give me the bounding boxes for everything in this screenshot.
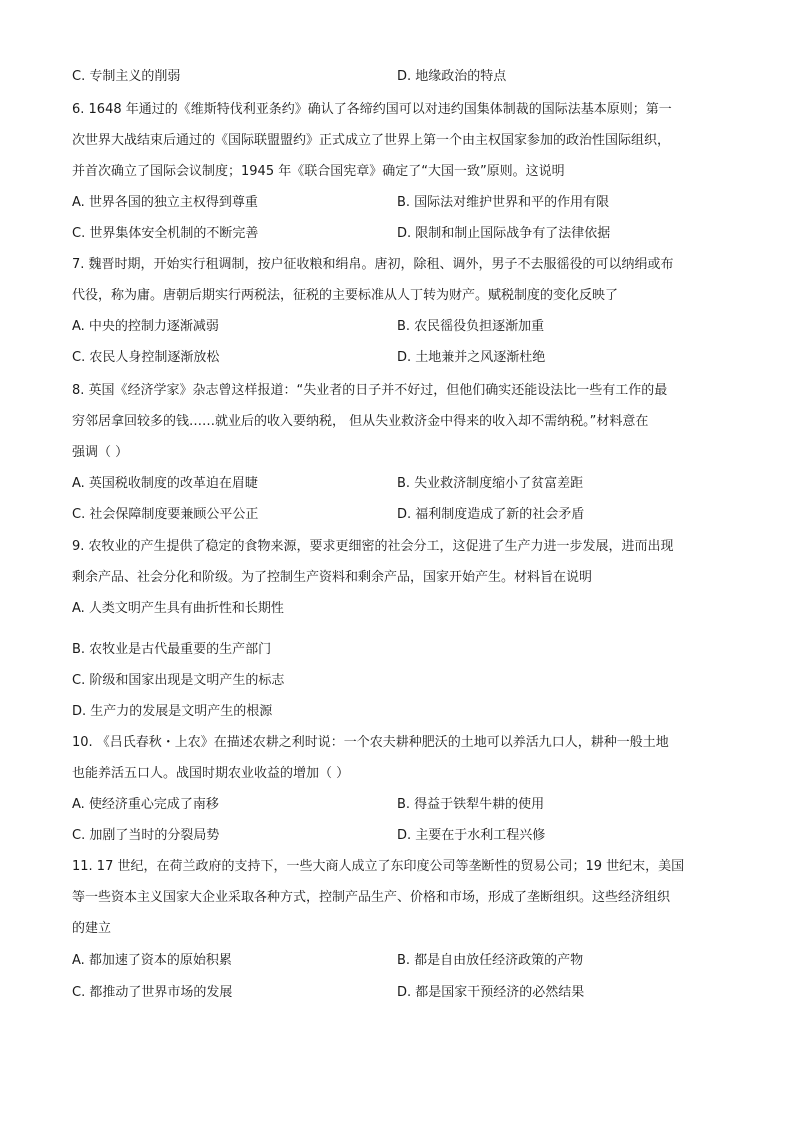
q11-option-c: C. 都推动了世界市场的发展 xyxy=(72,985,233,1000)
q6-option-b: B. 国际法对维护世界和平的作用有限 xyxy=(397,195,610,210)
q10-option-d: D. 主要在于水利工程兴修 xyxy=(397,828,546,843)
q9-stem-line-2: 剩余产品、社会分化和阶级。为了控制生产资料和剩余产品，国家开始产生。材料旨在说明 xyxy=(72,570,593,585)
q10-option-a: A. 使经济重心完成了南移 xyxy=(72,797,219,812)
q8-stem-line-3: 强调（ ） xyxy=(72,445,129,460)
q7-option-b: B. 农民徭役负担逐渐加重 xyxy=(397,319,545,334)
q6-stem-line-1: 6. 1648 年通过的《维斯特伐利亚条约》确认了各缔约国可以对违约国集体制裁的国际法基本原则；第一 xyxy=(72,102,672,117)
q8-stem-line-1: 8. 英国《经济学家》杂志曾这样报道：“失业者的日子并不好过，但他们确实还能设法比一些有工作的最 xyxy=(72,383,668,398)
q9-stem-line-1: 9. 农牧业的产生提供了稳定的食物来源，要求更细密的社会分工，这促进了生产力进一步发展，进而出现 xyxy=(72,539,674,554)
q8-option-a: A. 英国税收制度的改革迫在眉睫 xyxy=(72,476,258,491)
q11-option-d: D. 都是国家干预经济的必然结果 xyxy=(397,985,585,1000)
q10-stem-line-2: 也能养活五口人。战国时期农业收益的增加（ ） xyxy=(72,766,350,781)
q6-option-c: C. 世界集体安全机制的不断完善 xyxy=(72,226,259,241)
q10-option-c: C. 加剧了当时的分裂局势 xyxy=(72,828,220,843)
q11-stem-line-1: 11. 17 世纪，在荷兰政府的支持下，一些大商人成立了东印度公司等垄断性的贸易公司；19 世纪末，美国 xyxy=(72,859,685,874)
q5-option-c: C. 专制主义的削弱 xyxy=(72,69,181,84)
q6-stem-line-3: 并首次确立了国际会议制度；1945 年《联合国宪章》确定了“大国一致”原则。这说明 xyxy=(72,164,565,179)
q8-option-d: D. 福利制度造成了新的社会矛盾 xyxy=(397,507,585,522)
q11-stem-line-3: 的建立 xyxy=(72,921,112,936)
q11-stem-line-2: 等一些资本主义国家大企业采取各种方式，控制产品生产、价格和市场，形成了垄断组织。这些经济组织 xyxy=(72,890,671,905)
q7-stem-line-2: 代役，称为庸。唐朝后期实行两税法，征税的主要标准从人丁转为财产。赋税制度的变化反映了 xyxy=(72,288,619,303)
q7-option-c: C. 农民人身控制逐渐放松 xyxy=(72,350,220,365)
q10-option-b: B. 得益于铁犁牛耕的使用 xyxy=(397,797,545,812)
q6-option-d: D. 限制和制止国际战争有了法律依据 xyxy=(397,226,611,241)
q7-option-d: D. 土地兼并之风逐渐杜绝 xyxy=(397,350,546,365)
q5-option-d: D. 地缘政治的特点 xyxy=(397,69,507,84)
q9-option-a: A. 人类文明产生具有曲折性和长期性 xyxy=(72,601,284,616)
q7-stem-line-1: 7. 魏晋时期，开始实行租调制，按户征收粮和绢帛。唐初，除租、调外，男子不去服徭役的可以纳绢或布 xyxy=(72,257,674,272)
q9-option-d: D. 生产力的发展是文明产生的根源 xyxy=(72,704,273,719)
q9-option-c: C. 阶级和国家出现是文明产生的标志 xyxy=(72,673,285,688)
q11-option-b: B. 都是自由放任经济政策的产物 xyxy=(397,953,584,968)
q6-option-a: A. 世界各国的独立主权得到尊重 xyxy=(72,195,258,210)
q11-option-a: A. 都加速了资本的原始积累 xyxy=(72,953,232,968)
q10-stem-line-1: 10. 《吕氏春秋・上农》在描述农耕之利时说：一个农夫耕种肥沃的土地可以养活九口人，耕种一般土地 xyxy=(72,735,669,750)
q6-stem-line-2: 次世界大战结束后通过的《国际联盟盟约》正式成立了世界上第一个由主权国家参加的政治性国际组织， xyxy=(72,133,671,148)
q8-stem-line-2: 穷邻居拿回较多的钱……就业后的收入要纳税， 但从失业救济金中得来的收入却不需纳税。”材料意在 xyxy=(72,414,649,429)
q9-option-b: B. 农牧业是古代最重要的生产部门 xyxy=(72,642,272,657)
q7-option-a: A. 中央的控制力逐渐减弱 xyxy=(72,319,219,334)
q8-option-c: C. 社会保障制度要兼顾公平公正 xyxy=(72,507,259,522)
q8-option-b: B. 失业救济制度缩小了贫富差距 xyxy=(397,476,584,491)
